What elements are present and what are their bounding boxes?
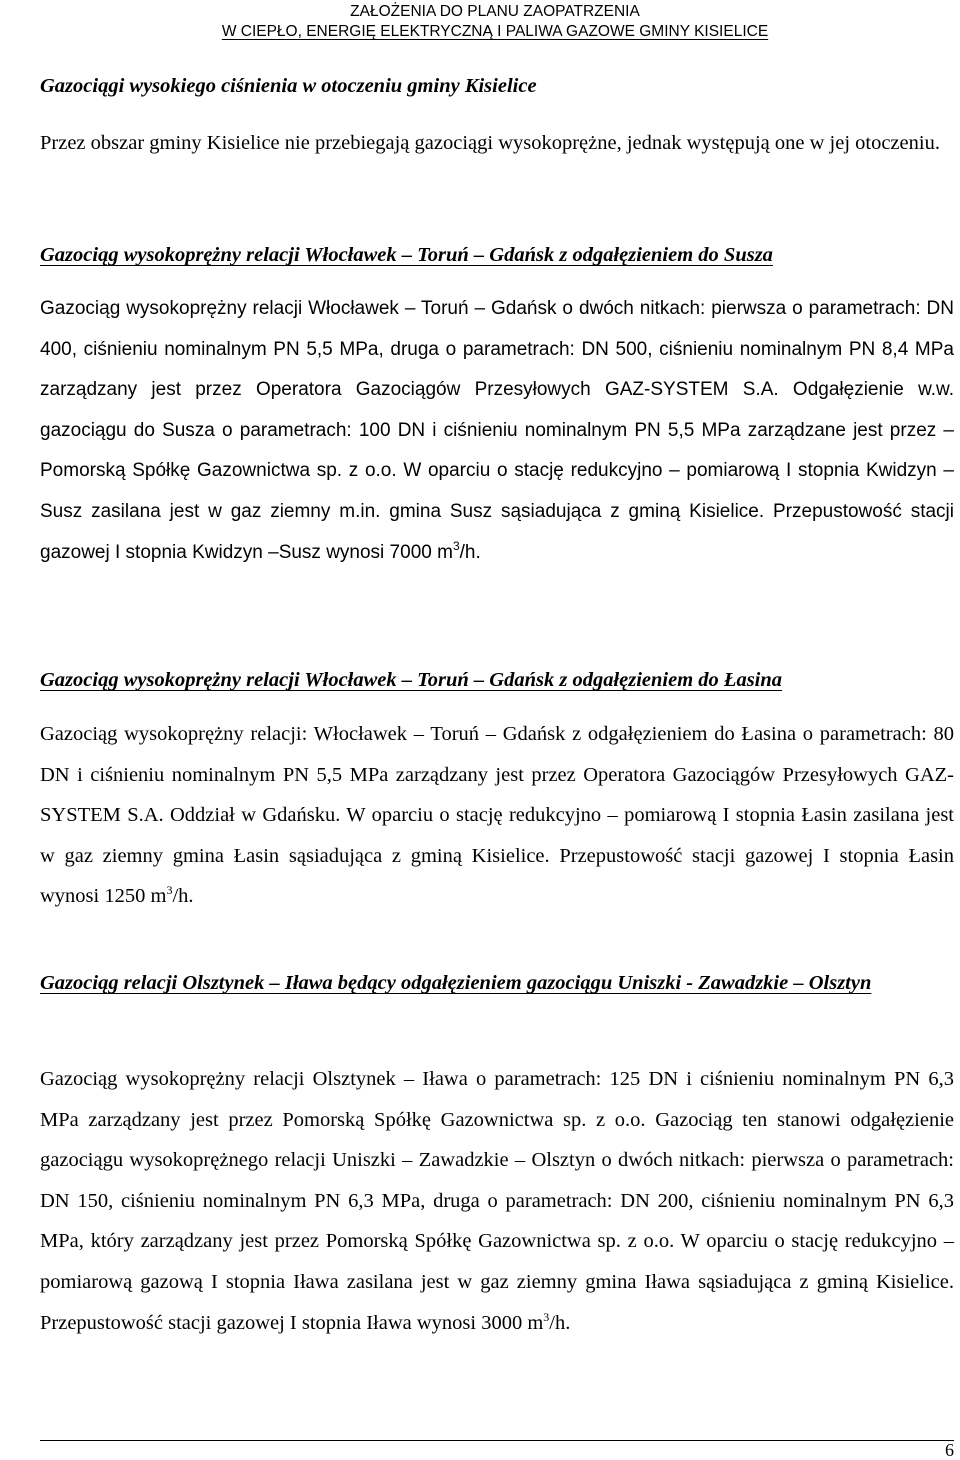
header-title-line-2: W CIEPŁO, ENERGIĘ ELEKTRYCZNĄ I PALIWA GAZOWE GMINY KISIELICE [221, 23, 769, 40]
subsection-heading-lasin-text: Gazociąg wysokoprężny relacji Włocławek – Toruń – Gdańsk z odgałęzieniem do Łasina [40, 669, 783, 691]
intro-paragraph: Przez obszar gminy Kisielice nie przebiegają gazociągi wysokoprężne, jednak występują one w jej otoczeniu. [40, 132, 940, 154]
page-number: 6 [945, 1440, 954, 1460]
unit-exponent-susz: 3 [452, 538, 460, 553]
subsection-heading-susz [40, 235, 954, 275]
unit-exponent-lasin: 3 [166, 883, 173, 898]
paragraph-ilawa-text: Gazociąg wysokoprężny relacji Olsztynek – Iława o parametrach: 125 DN i ciśnieniu nominalnym PN 6,3 MPa zarządzany jest przez Pomorską Spółkę Gazownictwa sp. z o.o. Gazociąg ten stanowi odgałęzienie gazociągu wysokoprężnego relacji Uniszki – Zawadzkie – Olsztyn o dwóch nitkach: pierwsza o parametrach: DN 150, ciśnieniu nominalnym PN 6,3 MPa, druga o parametrach: DN 200, ciśnieniu nominalnym PN 6,3 MPa, który zarządzany jest przez Pomorską Spółkę Gazownictwa sp. z o.o. W oparciu o stację redukcyjno – pomiarową gazową I stopnia Iława zasilana jest w gaz ziemny gmina Iława sąsiadująca z gminą Kisielice. Przepustowość stacji gazowej I stopnia Iława wynosi 3000 m [40, 1068, 954, 1334]
paragraph-susz [40, 289, 954, 573]
subsection-heading-ilawa-text: Gazociąg relacji Olsztynek – Iława będący odgałęzieniem gazociągu Uniszki - Zawadzkie – Olsztyn [40, 972, 872, 994]
paragraph-susz-part2: Odgałęzienie w.w. gazociągu do Susza o parametrach: 100 DN i ciśnieniu nominalnym PN 5,5 MPa zarządzane jest przez – Pomorską Spółkę Gazownictwa sp. z o.o. W oparciu o stację redukcyjno – pomiarową I stopnia Kwidzyn –Susz zasilana jest w gaz ziemny m.in. gmina Susz sąsiadująca z gminą Kisielice. Przepustowość stacji gazowej I stopnia Kwidzyn –Susz wynosi 7000 m [40, 379, 954, 563]
section-heading-high-pressure: Gazociągi wysokiego ciśnienia w otoczeniu gminy Kisielice [40, 75, 537, 97]
unit-tail-ilawa: /h. [549, 1311, 571, 1334]
subsection-heading-susz-text: Gazociąg wysokoprężny relacji Włocławek – Toruń – Gdańsk z odgałęzieniem do Susza [40, 244, 773, 266]
unit-tail-susz: /h. [459, 541, 481, 563]
paragraph-lasin-text: Gazociąg wysokoprężny relacji: Włocławek – Toruń – Gdańsk z odgałęzieniem do Łasina o parametrach: 80 DN i ciśnieniu nominalnym PN 5,5 MPa zarządzany jest przez Operatora Gazociągów Przesyłowych GAZ-SYSTEM S.A. Oddział w Gdańsku. W oparciu o stację redukcyjno – pomiarową I stopnia Łasin zasilana jest w gaz ziemny gmina Łasin sąsiadująca z gminą Kisielice. Przepustowość stacji gazowej I stopnia Łasin wynosi 1250 m [40, 723, 954, 908]
unit-exponent-ilawa: 3 [543, 1309, 550, 1324]
paragraph-lasin [40, 714, 954, 917]
subsection-heading-ilawa [40, 963, 954, 1003]
paragraph-susz-part1: Gazociąg wysokoprężny relacji Włocławek – Toruń – Gdańsk o dwóch nitkach: pierwsza o parametrach: DN 400, ciśnieniu nominalnym PN 5,5 MPa, druga o parametrach: DN 500, ciśnieniu nominalnym PN 8,4 MPa zarządzany jest przez Operatora Gazociągów Przesyłowych GAZ-SYSTEM S.A. [40, 298, 954, 401]
footer-divider [40, 1440, 954, 1441]
subsection-heading-lasin [40, 660, 954, 700]
unit-tail-lasin: /h. [172, 885, 194, 908]
paragraph-ilawa [40, 1059, 954, 1343]
document-header [150, 2, 840, 42]
header-title-line-1: ZAŁOŻENIA DO PLANU ZAOPATRZENIA [350, 3, 640, 20]
